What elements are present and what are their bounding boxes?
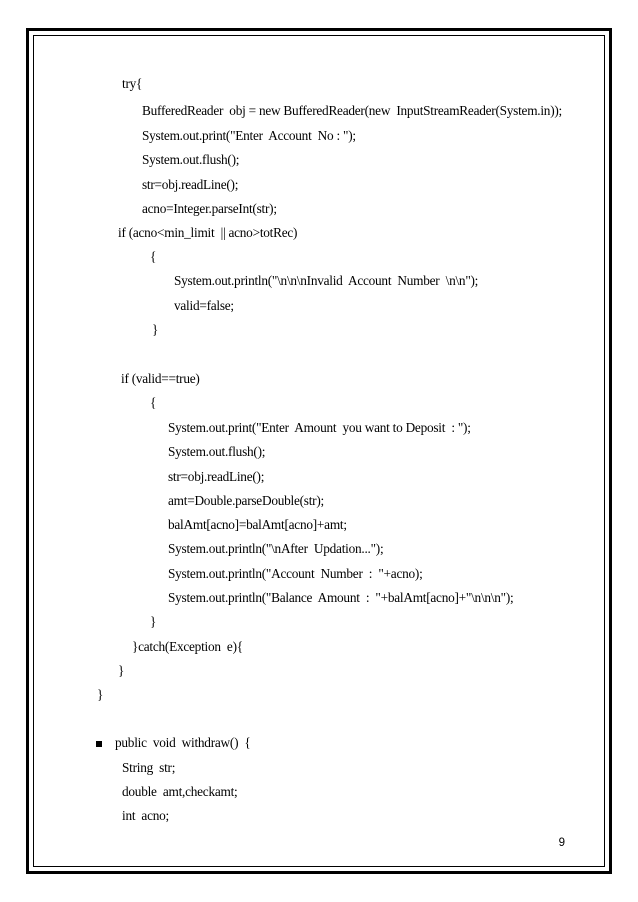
code-line: amt=Double.parseDouble(str); xyxy=(168,493,324,508)
code-line: str=obj.readLine(); xyxy=(142,177,239,192)
code-line: System.out.println("Account Number : "+acno); xyxy=(168,566,423,581)
code-line: System.out.print("Enter Account No : "); xyxy=(142,128,356,143)
code-line: { xyxy=(150,249,157,264)
code-line: System.out.flush(); xyxy=(168,444,266,459)
code-line: System.out.println("\nAfter Updation..."); xyxy=(168,541,384,556)
code-line: String str; xyxy=(122,760,176,775)
code-line: } xyxy=(152,322,159,337)
code-line: System.out.print("Enter Amount you want to Deposit : "); xyxy=(168,420,471,435)
code-line: BufferedReader obj = new BufferedReader(new InputStreamReader(System.in)); xyxy=(142,103,563,118)
code-line: System.out.println("Balance Amount : "+balAmt[acno]+"\n\n\n"); xyxy=(168,590,514,605)
code-line: if (valid==true) xyxy=(121,371,200,386)
page-number: 9 xyxy=(558,837,565,849)
code-line: } xyxy=(97,687,104,702)
code-line: balAmt[acno]=balAmt[acno]+amt; xyxy=(168,517,347,532)
code-line: str=obj.readLine(); xyxy=(168,469,265,484)
code-line: acno=Integer.parseInt(str); xyxy=(142,201,277,216)
code-line: if (acno<min_limit || acno>totRec) xyxy=(118,225,298,240)
code-line: valid=false; xyxy=(174,298,234,313)
code-line: { xyxy=(150,395,157,410)
code-line: try{ xyxy=(122,76,143,91)
code-line: } xyxy=(150,614,157,629)
code-line: } xyxy=(118,663,125,678)
code-line: int acno; xyxy=(122,808,169,823)
code-line: }catch(Exception e){ xyxy=(132,639,243,654)
code-line: public void withdraw() { xyxy=(115,735,251,750)
code-line: System.out.flush(); xyxy=(142,152,240,167)
bullet-icon xyxy=(96,741,102,747)
code-line: double amt,checkamt; xyxy=(122,784,238,799)
code-line: System.out.println("\n\n\nInvalid Account Number \n\n"); xyxy=(174,273,479,288)
